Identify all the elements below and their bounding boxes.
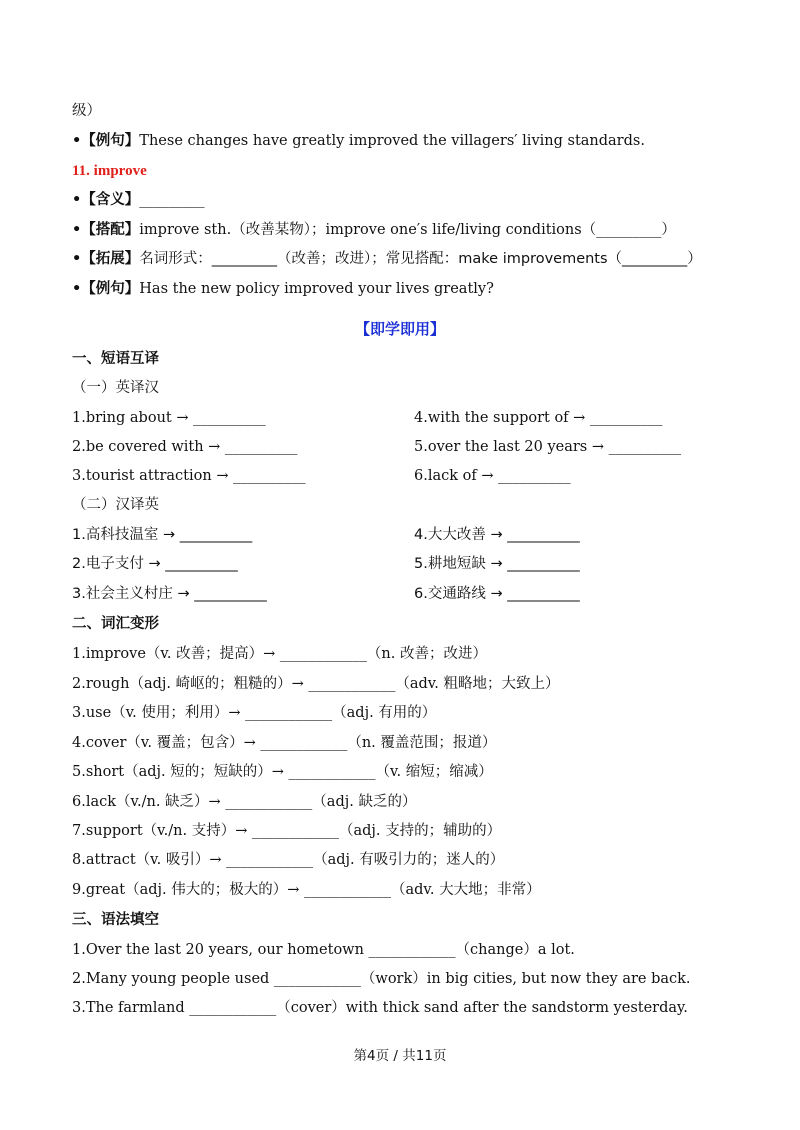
word-form-item[interactable]: 2.rough（adj. 崎岖的；粗糙的）→ ____________（adv. 粗略地；大致上） <box>72 676 560 692</box>
entry-heading-improve: 11. improve <box>72 163 147 179</box>
word-form-item[interactable]: 7.support（v./n. 支持）→ ____________（adj. 支持的；辅助的） <box>72 823 502 839</box>
extension-text[interactable]: 名词形式：_________（改善；改进）；常见搭配：make improvements（_________） <box>139 251 702 267</box>
word-form-item[interactable]: 4.cover（v. 覆盖；包含）→ ____________（n. 覆盖范围；报道） <box>72 735 497 751</box>
section-heading-grammar-fill: 三、语法填空 <box>72 912 159 928</box>
example-sentence-previous <box>72 130 645 152</box>
phrase-item[interactable]: 5.over the last 20 years → __________ <box>414 439 682 455</box>
section-heading-word-forms: 二、词汇变形 <box>72 616 159 632</box>
practice-title: 【即学即用】 <box>354 320 445 338</box>
phrase-item[interactable]: 1.高科技温室 → __________ <box>72 527 253 543</box>
phrase-item[interactable]: 4.with the support of → __________ <box>414 410 663 426</box>
word-form-item[interactable]: 3.use（v. 使用；利用）→ ____________（adj. 有用的） <box>72 705 437 721</box>
page-number: 第4页 / 共11页 <box>353 1048 447 1064</box>
collocation-row <box>72 219 676 241</box>
word-form-item[interactable]: 5.short（adj. 短的；短缺的）→ ____________（v. 缩短；缩减） <box>72 764 493 780</box>
phrase-item[interactable]: 5.耕地短缺 → __________ <box>414 556 580 572</box>
meaning-label: •【含义】 <box>72 192 140 208</box>
meaning-row <box>72 189 205 211</box>
example-text: Has the new policy improved your lives greatly? <box>139 281 494 297</box>
part-heading-zh-to-en: （二）汉译英 <box>72 497 159 513</box>
word-form-item[interactable]: 6.lack（v./n. 缺乏）→ ____________（adj. 缺乏的） <box>72 794 417 810</box>
example-label: •【例句】 <box>72 281 140 297</box>
phrase-item[interactable]: 2.电子支付 → __________ <box>72 556 238 572</box>
word-form-item[interactable]: 9.great（adj. 伟大的；极大的）→ ____________（adv. 大大地；非常） <box>72 882 541 898</box>
word-form-item[interactable]: 8.attract（v. 吸引）→ ____________（adj. 有吸引力的；迷人的） <box>72 852 505 868</box>
grammar-item[interactable]: 3.The farmland ____________（cover）with thick sand after the sandstorm yesterday. <box>72 1000 688 1016</box>
example-text: These changes have greatly improved the villagers′ living standards. <box>139 133 645 149</box>
word-form-item[interactable]: 1.improve（v. 改善；提高）→ ____________（n. 改善；改进） <box>72 646 487 662</box>
phrase-item[interactable]: 6.交通路线 → __________ <box>414 586 580 602</box>
grammar-item[interactable]: 2.Many young people used ____________（work）in big cities, but now they are back. <box>72 971 691 987</box>
phrase-item[interactable]: 6.lack of → __________ <box>414 468 571 484</box>
example-row <box>72 278 494 300</box>
extension-row <box>72 248 702 270</box>
continuation-text: 级） <box>72 103 101 119</box>
example-label: •【例句】 <box>72 133 140 149</box>
phrase-item[interactable]: 3.tourist attraction → __________ <box>72 468 306 484</box>
phrase-item[interactable]: 2.be covered with → __________ <box>72 439 298 455</box>
phrase-item[interactable]: 1.bring about → __________ <box>72 410 266 426</box>
extension-label: •【拓展】 <box>72 251 140 267</box>
collocation-text[interactable]: improve sth.（改善某物）；improve one′s life/living conditions（_________） <box>139 222 676 238</box>
part-heading-en-to-zh: （一）英译汉 <box>72 380 159 396</box>
meaning-blank[interactable]: _________ <box>139 192 205 208</box>
phrase-item[interactable]: 3.社会主义村庄 → __________ <box>72 586 267 602</box>
grammar-item[interactable]: 1.Over the last 20 years, our hometown ____________（change）a lot. <box>72 942 575 958</box>
collocation-label: •【搭配】 <box>72 222 140 238</box>
phrase-item[interactable]: 4.大大改善 → __________ <box>414 527 580 543</box>
section-heading-phrase-translation: 一、短语互译 <box>72 351 159 367</box>
